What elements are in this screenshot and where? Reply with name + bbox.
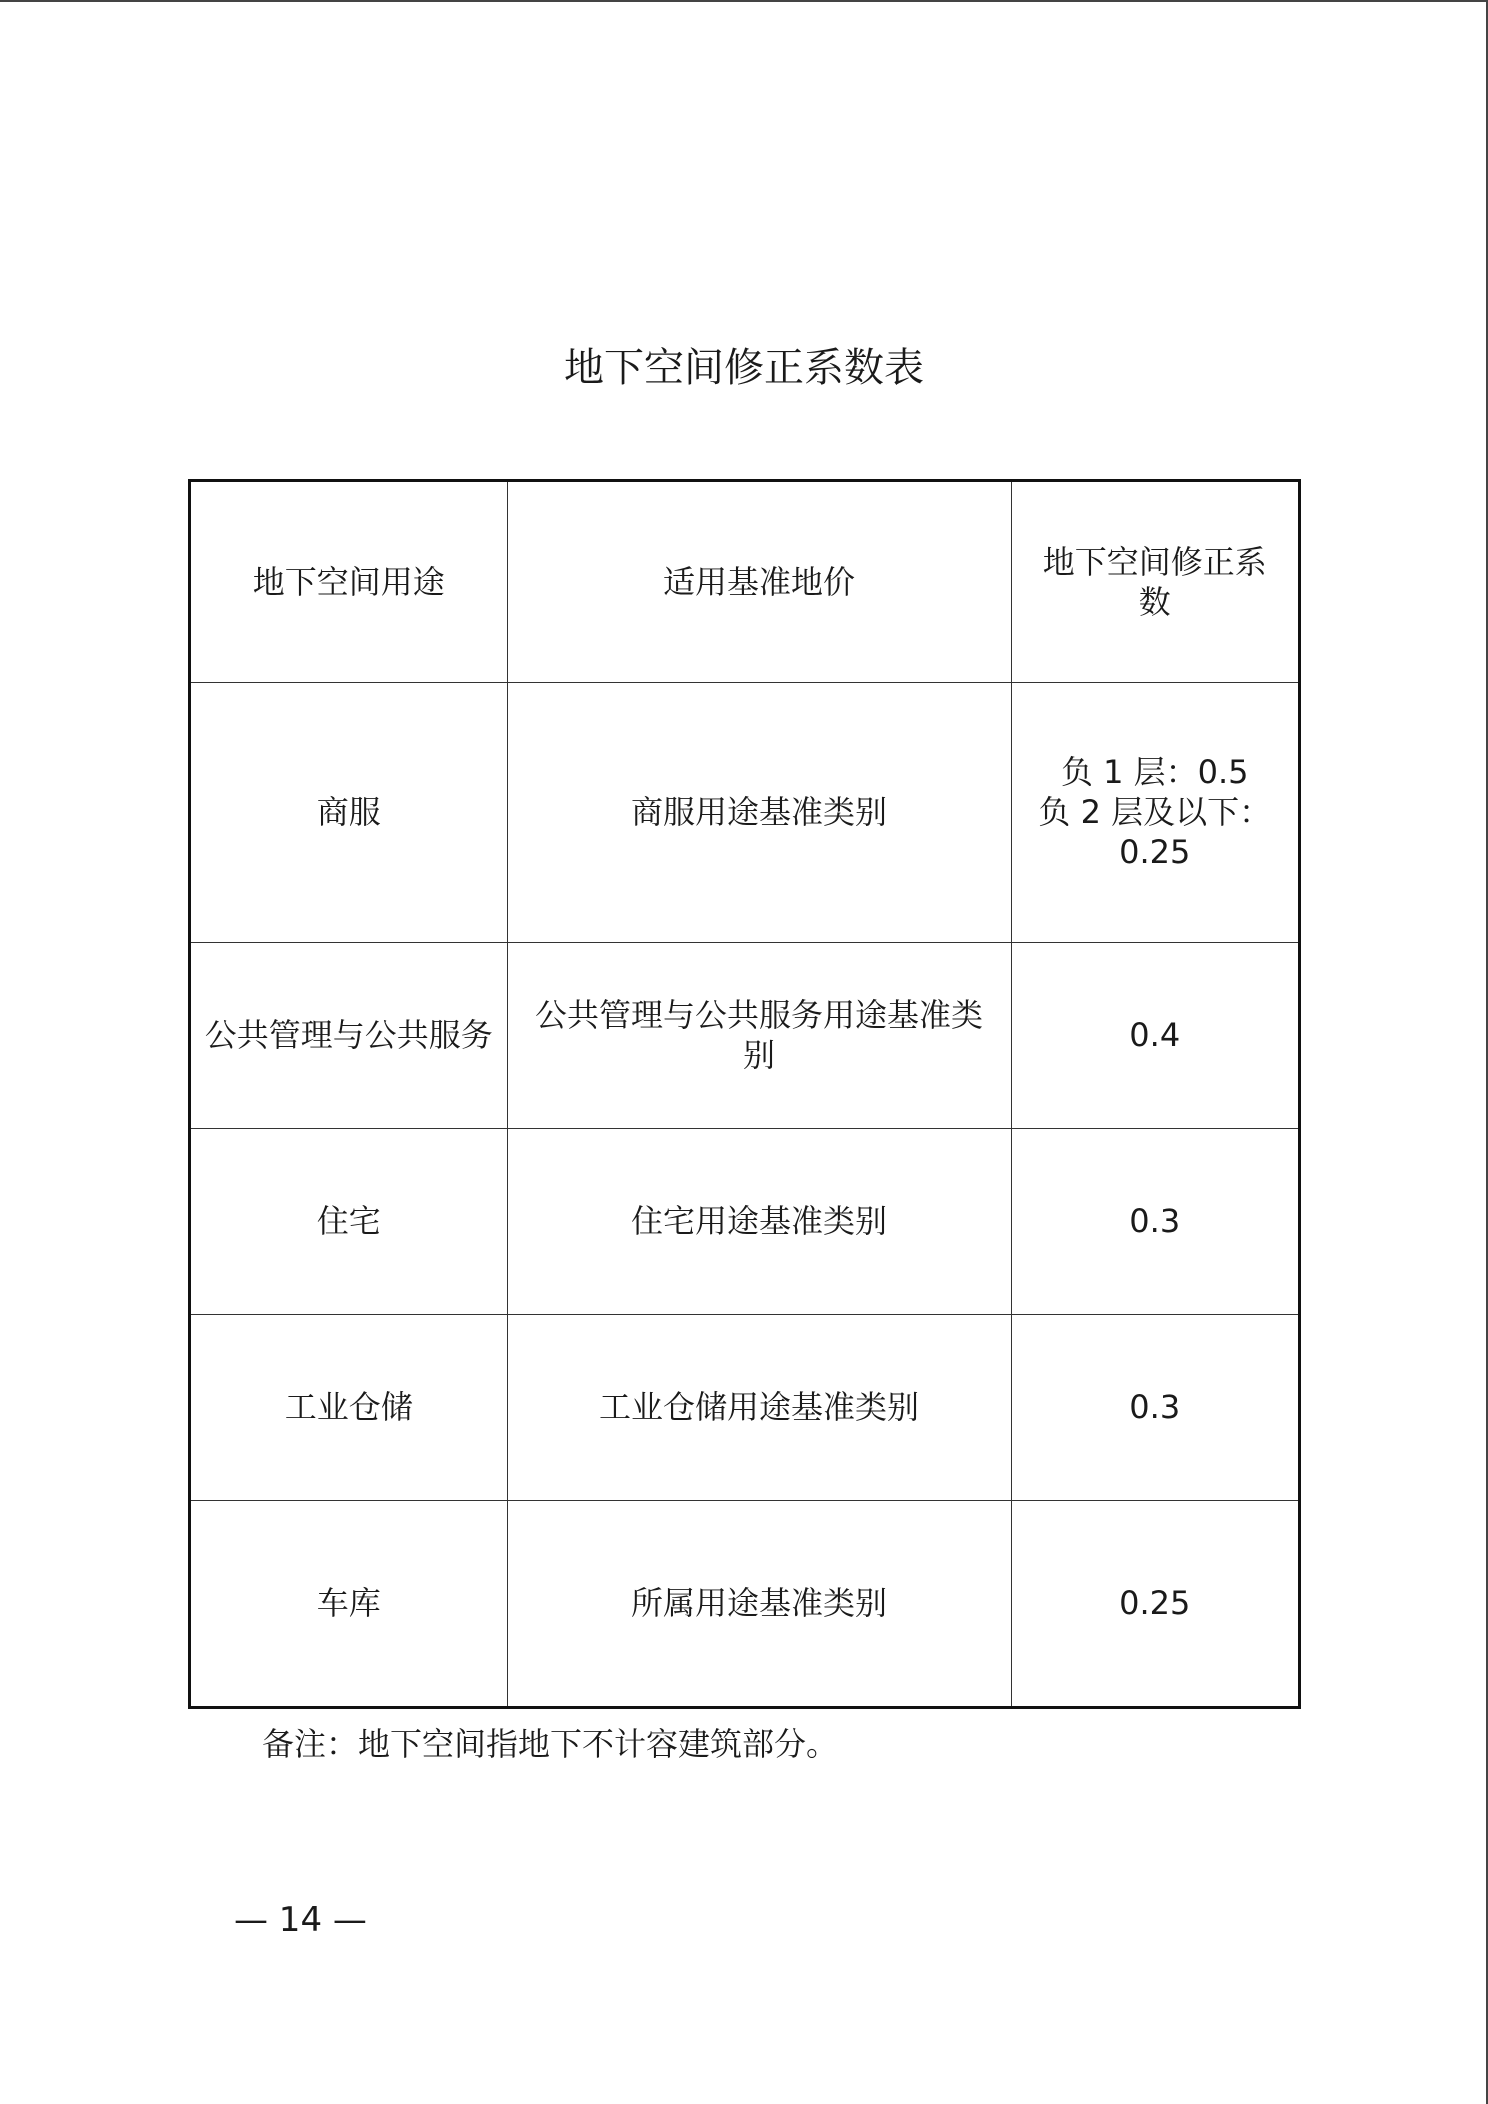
table-row: [191, 942, 1298, 1128]
coef-value: 0.3: [1129, 1202, 1181, 1240]
table-row: [191, 1314, 1298, 1500]
cell-text: 住宅: [316, 1202, 381, 1240]
header-cell-use: [191, 482, 507, 682]
page-number: — 14 —: [234, 1900, 367, 1940]
cell-base: [507, 682, 1011, 942]
header-label: 地下空间修正系数: [1042, 542, 1267, 621]
table-row: [191, 1500, 1298, 1706]
table-row: [191, 682, 1298, 942]
coef-line: 负 2 层及以下：: [1038, 793, 1272, 831]
cell-use: [191, 1314, 507, 1500]
cell-text: 工业仓储用途基准类别: [598, 1388, 919, 1426]
cell-use: [191, 1500, 507, 1706]
header-cell-coef: [1011, 482, 1298, 682]
cell-base: [507, 1128, 1011, 1314]
table-header-row: [191, 482, 1298, 682]
coef-value: 0.25: [1119, 1584, 1191, 1623]
coef-value: 0.4: [1129, 1016, 1181, 1054]
cell-text: 公共管理与公共服务: [204, 1016, 493, 1054]
header-cell-base: [507, 482, 1011, 682]
cell-coef: [1011, 682, 1298, 942]
cell-text: 工业仓储: [284, 1388, 413, 1426]
cell-text: 车库: [316, 1584, 381, 1623]
coef-line: 负 1 层：0.5: [1060, 753, 1249, 791]
cell-use: [191, 682, 507, 942]
table-row: [191, 1128, 1298, 1314]
cell-text: 所属用途基准类别: [630, 1584, 887, 1623]
coef-value: 0.3: [1129, 1388, 1181, 1426]
coef-line: 0.25: [1119, 833, 1191, 871]
header-label: 地下空间用途: [252, 562, 445, 601]
header-label: 适用基准地价: [662, 562, 855, 601]
page-top-rule: [0, 0, 1488, 2]
cell-use: [191, 1128, 507, 1314]
coefficient-table: [188, 479, 1301, 1709]
cell-text: 公共管理与公共服务用途基准类别: [534, 996, 983, 1074]
cell-coef: [1011, 942, 1298, 1128]
cell-use: [191, 942, 507, 1128]
cell-coef: [1011, 1128, 1298, 1314]
cell-text: 商服用途基准类别: [630, 793, 887, 831]
cell-base: [507, 1500, 1011, 1706]
cell-text: 商服: [316, 793, 381, 831]
page-title: 地下空间修正系数表: [564, 345, 924, 391]
cell-coef: [1011, 1314, 1298, 1500]
table-footnote: 备注：地下空间指地下不计容建筑部分。: [262, 1725, 839, 1763]
cell-base: [507, 1314, 1011, 1500]
cell-base: [507, 942, 1011, 1128]
cell-coef: [1011, 1500, 1298, 1706]
cell-text: 住宅用途基准类别: [630, 1202, 887, 1240]
